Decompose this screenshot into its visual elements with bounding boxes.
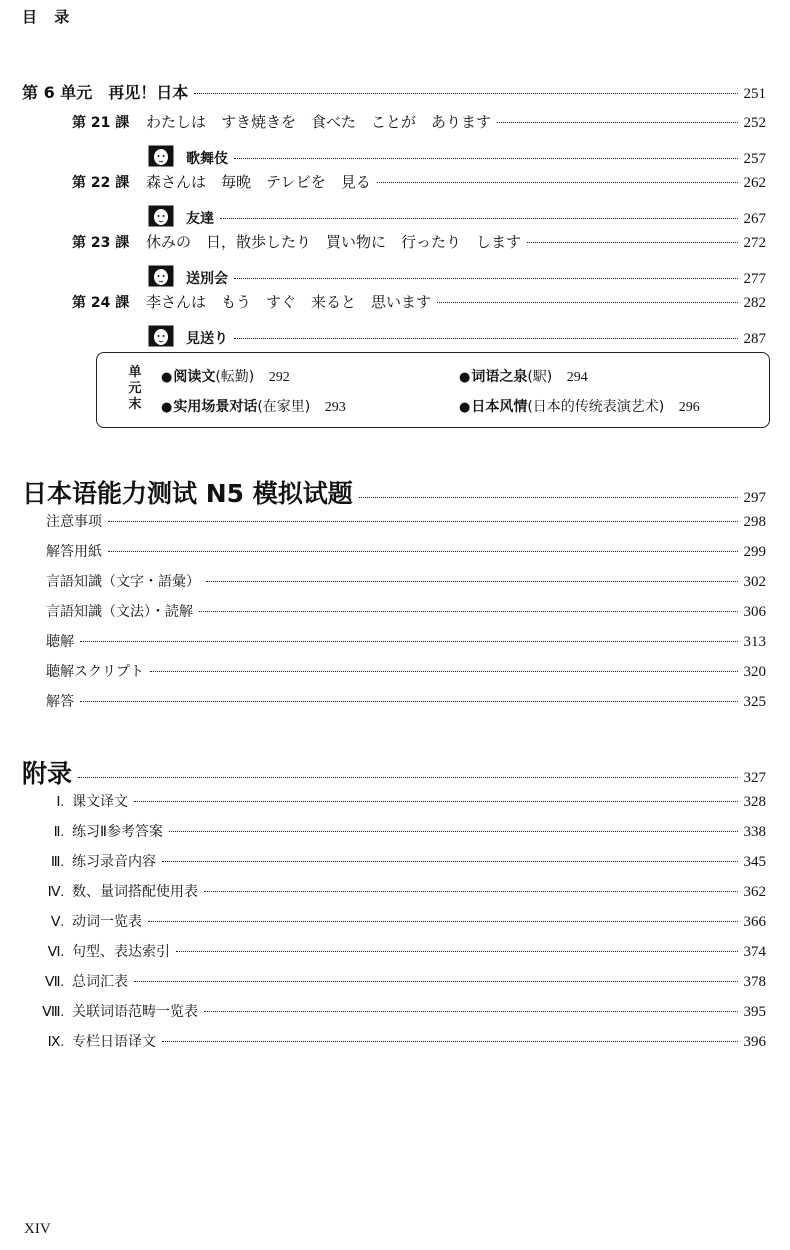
unit-end-item-culture[interactable] [459,396,700,416]
dot-leader [162,861,738,862]
item-label: 练习Ⅱ参考答案 [72,824,163,840]
toc-entry-lesson-22[interactable] [72,171,766,192]
item-label: 聴解スクリプト [46,664,144,680]
bullet-icon: ● [161,400,173,415]
toc-entry-appendix-item[interactable] [30,911,766,931]
page-number: 287 [743,331,766,347]
toc-entry-jlpt-item[interactable] [46,631,766,651]
dot-leader [176,951,738,952]
toc-entry-jlpt[interactable] [22,474,766,510]
dot-leader [437,302,737,303]
item-name: 日本风情 [471,399,528,415]
item-label: 总词汇表 [72,974,128,990]
dot-leader [497,122,737,123]
column-title: 送別会 [186,271,228,287]
section-title: 日本语能力测试 N5 模拟试题 [22,479,353,508]
lesson-title: 休みの 日，散歩したり 買い物に 行ったり します [146,233,522,251]
dot-leader [134,981,738,982]
toc-entry-column-miokuri[interactable] [148,321,766,348]
roman-numeral: Ⅶ. [44,975,64,990]
toc-entry-lesson-23[interactable] [72,231,766,252]
item-label: 关联词语范畴一览表 [72,1004,198,1020]
column-title: 歌舞伎 [186,151,228,167]
page-number: 251 [743,86,766,102]
page-number: 338 [743,824,766,840]
toc-entry-appendix-item[interactable] [30,821,766,841]
dot-leader [80,701,738,702]
roman-numeral: Ⅲ. [50,855,64,870]
item-label: 专栏日语译文 [72,1034,156,1050]
dot-leader [78,777,737,778]
roman-numeral: Ⅷ. [42,1005,64,1020]
page-number: 267 [743,211,766,227]
unit-end-label-char: 末 [128,397,142,412]
toc-entry-jlpt-item[interactable] [46,601,766,621]
bullet-icon: ● [459,400,471,415]
page-number: 378 [743,974,766,990]
column-title: 友達 [186,211,214,227]
page-number: 282 [743,295,766,311]
toc-entry-appendix-item[interactable] [30,881,766,901]
page-number: 293 [324,400,346,415]
page-number: 395 [743,1004,766,1020]
unit-end-item-vocab[interactable] [459,366,588,386]
lesson-number: 第 21 課 [72,115,130,131]
item-sub: (在家里) [257,399,311,415]
roman-numeral: Ⅱ. [53,825,64,840]
page-number: 362 [743,884,766,900]
page-number: 302 [743,574,766,590]
column-title: 見送り [186,331,228,347]
lesson-title: わたしは すき焼きを 食べた ことが あります [146,113,492,131]
page-number: 294 [566,370,588,385]
page-number: 292 [268,370,290,385]
roman-numeral: Ⅳ. [47,885,64,900]
bullet-icon: ● [161,370,173,385]
dot-leader [527,242,737,243]
roman-numeral: Ⅵ. [47,945,64,960]
toc-entry-appendix-item[interactable] [30,1031,766,1051]
page-number: 299 [743,544,766,560]
toc-entry-column-tomodachi[interactable] [148,201,766,228]
dot-leader [134,801,738,802]
toc-entry-jlpt-item[interactable] [46,511,766,531]
dot-leader [206,581,738,582]
item-label: 练习录音内容 [72,854,156,870]
unit-end-label [127,365,143,413]
toc-entry-appendix-item[interactable] [30,971,766,991]
toc-entry-column-kabuki[interactable] [148,141,766,168]
page-number: 313 [743,634,766,650]
item-name: 实用场景对话 [173,399,258,415]
toc-entry-unit6[interactable] [22,80,766,103]
dot-leader [150,671,738,672]
item-sub: (駅) [527,369,553,385]
dot-leader [199,611,738,612]
page-number: 272 [743,235,766,251]
page-number: 366 [743,914,766,930]
item-label: 聴解 [46,634,74,650]
dot-leader [169,831,738,832]
page-number: 396 [743,1034,766,1050]
dot-leader [204,1011,738,1012]
lesson-number: 第 22 課 [72,175,130,191]
page-number: 252 [743,115,766,131]
page-number: 345 [743,854,766,870]
dot-leader [148,921,738,922]
page-number: 262 [743,175,766,191]
toc-entry-lesson-24[interactable] [72,291,766,312]
dot-leader [108,551,738,552]
page-number: 327 [743,770,766,786]
dot-leader [234,158,738,159]
page-number: 257 [743,151,766,167]
section-title: 附录 [22,759,73,788]
page-header-title: 目 录 [22,8,76,26]
dot-leader [234,338,738,339]
roman-numeral: Ⅴ. [50,915,64,930]
item-label: 解答 [46,694,74,710]
toc-entry-jlpt-item[interactable] [46,661,766,681]
page-footer-number: XIV [24,1221,51,1237]
unit-end-item-dialogue[interactable] [161,396,346,416]
toc-entry-appendix-item[interactable] [30,941,766,961]
item-label: 动词一览表 [72,914,142,930]
toc-entry-jlpt-item[interactable] [46,571,766,591]
dot-leader [359,497,738,498]
lesson-number: 第 24 課 [72,295,130,311]
toc-entry-jlpt-item[interactable] [46,541,766,561]
dot-leader [80,641,738,642]
item-label: 言語知識（文字・語彙） [46,574,200,590]
dot-leader [234,278,738,279]
item-sub: (転勤) [215,369,255,385]
item-label: 言語知識（文法）・読解 [46,604,193,620]
toc-entry-appendix-item[interactable] [30,791,766,811]
lesson-title: 李さんは もう すぐ 来ると 思います [146,293,432,311]
item-name: 词语之泉 [471,369,528,385]
page-number: 298 [743,514,766,530]
face-icon [148,325,174,347]
unit-end-box [96,352,770,428]
toc-entry-lesson-21[interactable] [72,111,766,132]
dot-leader [204,891,738,892]
toc-entry-appendix-item[interactable] [30,1001,766,1021]
unit-title: 第 6 单元 再见！日本 [22,83,189,102]
face-icon [148,265,174,287]
page-number: 277 [743,271,766,287]
item-name: 阅读文 [173,369,216,385]
dot-leader [377,182,738,183]
item-label: 句型、表达索引 [72,944,170,960]
unit-end-label-char: 单 [128,365,142,380]
toc-entry-jlpt-item[interactable] [46,691,766,711]
dot-leader [220,218,738,219]
toc-entry-appendix[interactable] [22,754,766,790]
page-number: 328 [743,794,766,810]
face-icon [148,205,174,227]
lesson-title: 森さんは 毎晩 テレビを 見る [146,173,371,191]
unit-end-item-reading[interactable] [161,366,290,386]
page-number: 320 [743,664,766,680]
lesson-number: 第 23 課 [72,235,130,251]
toc-entry-appendix-item[interactable] [30,851,766,871]
bullet-icon: ● [459,370,471,385]
page-number: 325 [743,694,766,710]
page-number: 374 [743,944,766,960]
item-label: 注意事项 [46,514,102,530]
item-sub: (日本的传统表演艺术) [527,399,665,415]
page-number: 296 [678,400,700,415]
page-number: 297 [743,490,766,506]
page-number: 306 [743,604,766,620]
dot-leader [194,93,737,94]
toc-entry-column-soubetsukai[interactable] [148,261,766,288]
dot-leader [108,521,738,522]
roman-numeral: Ⅸ. [47,1035,64,1050]
face-icon [148,145,174,167]
item-label: 解答用紙 [46,544,102,560]
dot-leader [162,1041,738,1042]
unit-end-label-char: 元 [128,381,142,396]
item-label: 课文译文 [72,794,128,810]
item-label: 数、量词搭配使用表 [72,884,198,900]
roman-numeral: Ⅰ. [56,795,64,810]
